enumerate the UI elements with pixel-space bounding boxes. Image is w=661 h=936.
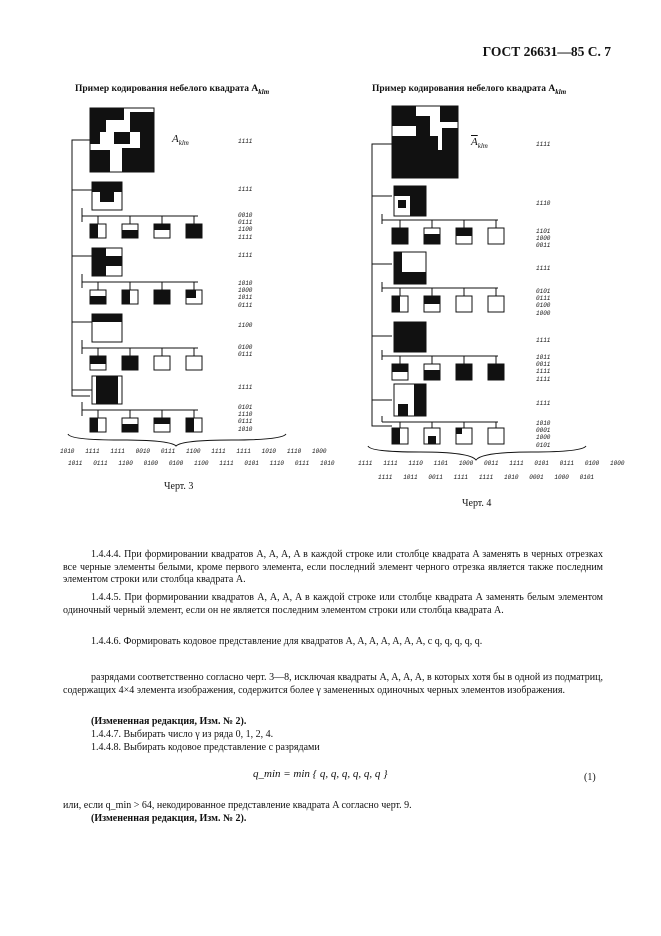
p5-text: (Измененная редакция, Изм. № 2). [91, 716, 247, 727]
fig4-code-1: 1110 [536, 200, 551, 207]
amendment-note-1 [63, 716, 603, 729]
fig3-caption-sub: klm [258, 87, 270, 96]
fig4-code-5: 1111 [536, 337, 551, 344]
paragraph-1.4.4.5 [63, 592, 603, 617]
fig4-bottom-row2: 1111 1011 0011 1111 1111 1010 0001 1000 0101 [378, 474, 595, 481]
p3-text: 1.4.4.6. Формировать кодовое представление для квадратов A, A, A, A, A, A, A, с q, q, q, q, q. [91, 636, 483, 647]
fig4-code-8: 1010 0001 1000 0101 [536, 420, 551, 449]
fig3-code-4: 1010 1000 1011 0111 [238, 280, 253, 309]
p1-text: 1.4.4.4. При формировании квадратов A, A, A, A в каждой строке или столбце квадрата A заменять в черных отрезках все черные элементы белыми, кроме первого элемента, если последний элемент черного отрезка является также последним элементом строки или столбца квадрата A. [63, 549, 603, 585]
paragraph-1.4.4.8 [63, 742, 603, 755]
p8-text: или, если q_min > 64, некодированное представление квадрата A согласно черт. 9. [63, 800, 412, 811]
amendment-note-2 [63, 813, 603, 826]
fig4-main-label [471, 136, 488, 150]
fig4-code-7: 1111 [536, 400, 551, 407]
paragraph-1.4.4.4 [63, 549, 603, 587]
fig3-code-3: 1111 [238, 252, 253, 259]
fig3-main-label [172, 133, 189, 147]
p9-text: (Измененная редакция, Изм. № 2). [91, 813, 247, 824]
fig3-code-7: 1111 [238, 384, 253, 391]
fig3-code-0: 1111 [238, 138, 253, 145]
fig3-caption [75, 84, 269, 96]
fig4-code-0: 1111 [536, 141, 551, 148]
fig4-code-6: 1011 0011 1111 1111 [536, 354, 551, 383]
p4-text: разрядами соответственно согласно черт. 3—8, исключая квадраты A, A, A, A, в которых хотя бы в одной из подматриц, содержащих 4×4 элемента изображения, содержится более γ замененных одиночных черных элементов изображения. [63, 672, 603, 696]
fig3-code-1: 1111 [238, 186, 253, 193]
fig4-tree [358, 100, 598, 470]
fig4-bottom-row1: 1111 1111 1110 1101 1000 0011 1111 0101 0111 0100 1000 [358, 460, 625, 467]
paragraph-1.4.4.7 [63, 729, 603, 742]
formula-number: (1) [584, 772, 596, 783]
fig3-tree [60, 100, 300, 460]
fig4-code-2: 1101 1000 0011 [536, 228, 551, 250]
fig3-code-8: 0101 1110 0111 1010 [238, 404, 253, 433]
fig4-caption-sub: klm [555, 87, 567, 96]
p7-text: 1.4.4.8. Выбирать кодовое представление с разрядами [91, 742, 320, 753]
fig4-code-3: 1111 [536, 265, 551, 272]
fig4-caption-text: Пример кодирования небелого квадрата A [372, 84, 556, 94]
p6-text: 1.4.4.7. Выбирать число γ из ряда 0, 1, 2, 4. [91, 729, 274, 740]
fig3-caption-text: Пример кодирования небелого квадрата A [75, 84, 259, 94]
fig4-code-4: 0101 0111 0100 1000 [536, 288, 551, 317]
fig3-code-5: 1100 [238, 322, 253, 329]
fig3-main-label-sub: klm [178, 139, 189, 148]
formula: q_min = min { q, q, q, q, q, q } [253, 768, 388, 780]
fig4-caption [372, 84, 566, 96]
fig3-bottom-row2: 1011 0111 1100 0100 0100 1100 1111 0101 1110 0111 1010 [68, 460, 335, 467]
paragraph-final [63, 800, 603, 813]
paragraph-1.4.4.6 [63, 636, 603, 649]
fig4-main-label-sub: klm [477, 142, 488, 151]
paragraph-continued [63, 672, 603, 697]
fig3-code-2: 0010 0111 1100 1111 [238, 212, 253, 241]
fig3-bottom-row1: 1010 1111 1111 0010 0111 1100 1111 1111 1010 1110 1000 [60, 448, 327, 455]
page-header: ГОСТ 26631—85 С. 7 [482, 44, 611, 59]
fig3-main-label-a: A [172, 133, 179, 145]
fig3-label: Черт. 3 [164, 481, 194, 492]
fig4-label: Черт. 4 [462, 498, 492, 509]
p2-text: 1.4.4.5. При формировании квадратов A, A, A, A в каждой строке или столбце квадрата A заменять белым элементом одиночный черный элемент, если он не является последним элементом строки или столбца квадрата A. [63, 592, 603, 616]
fig4-main-label-a: $\overline{A}$ [471, 136, 478, 148]
fig3-code-6: 0100 0111 [238, 344, 253, 359]
